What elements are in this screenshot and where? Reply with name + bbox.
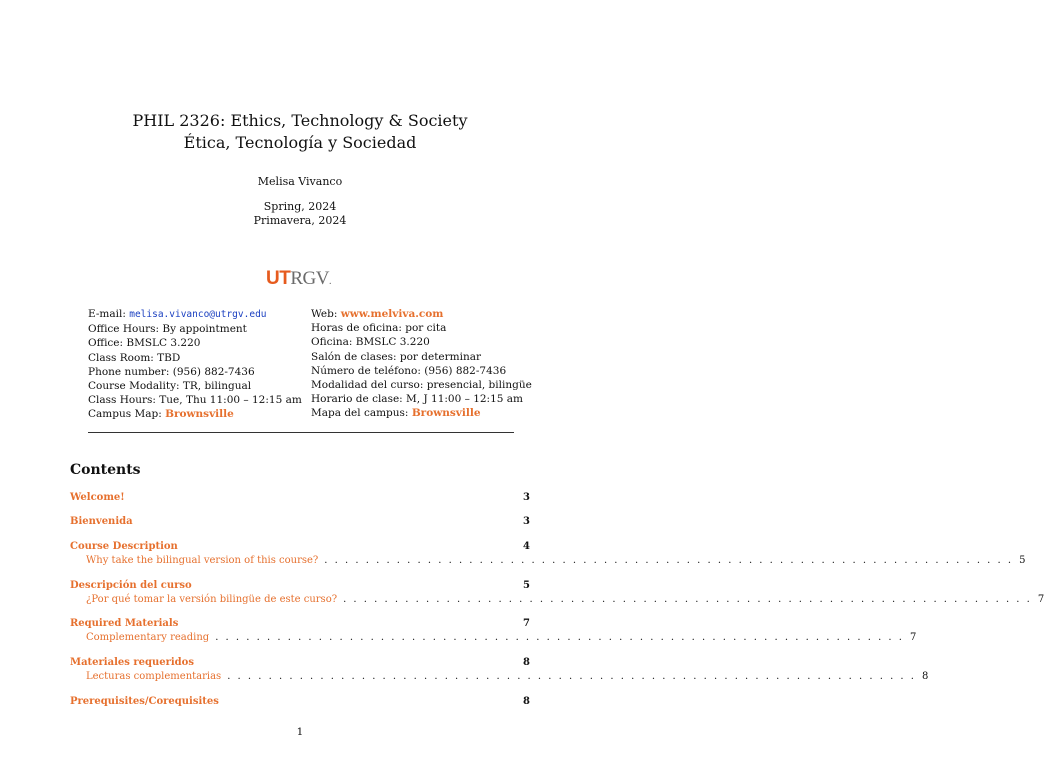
web-link[interactable]: www.melviva.com — [340, 308, 444, 320]
toc-section[interactable]: Welcome! 3 — [70, 492, 530, 503]
office-hours-es: Horas de oficina: por cita — [311, 322, 447, 335]
office-es: Oficina: BMSLC 3.220 — [311, 336, 430, 349]
office-hours-en: Office Hours: By appointment — [88, 323, 247, 336]
utrgv-logo: UTRGV. — [266, 268, 331, 289]
office-en: Office: BMSLC 3.220 — [88, 337, 201, 350]
campus-map-link-es[interactable]: Brownsville — [411, 407, 481, 420]
author-name: Melisa Vivanco — [257, 175, 343, 188]
email-link[interactable]: melisa.vivanco@utrgv.edu — [129, 309, 267, 320]
info-column-en — [88, 307, 302, 422]
term-es: Primavera, 2024 — [253, 214, 347, 227]
toc-subsection[interactable]: Complementary reading . . . . . . . . . . . . . . . . . . . . . . . . . . . . . . . . . . . . . . . . . . . . . . . . . . . . . . . . . . . . . . . . . . . 7 — [86, 632, 917, 643]
class-hours-en: Class Hours: Tue, Thu 11:00 – 12:15 am — [88, 394, 302, 407]
phone-en: Phone number: (956) 882-7436 — [88, 365, 255, 378]
web-line: Web: www.melviva.com — [311, 308, 444, 320]
toc-section[interactable]: Materiales requeridos 8 — [70, 657, 530, 668]
toc-subsection[interactable]: ¿Por qué tomar la versión bilingüe de este curso? . . . . . . . . . . . . . . . . . . . . . . . . . . . . . . . . . . . . . . . . . . . . . . . . . . . . . . . . . . . . . . . . . . . 7 — [86, 594, 1044, 605]
toc-section[interactable]: Descripción del curso 5 — [70, 580, 530, 591]
campus-map-en: Campus Map: Brownsville — [88, 408, 234, 421]
term-en: Spring, 2024 — [263, 200, 337, 213]
toc-section[interactable]: Prerequisites/Corequisites 8 — [70, 696, 530, 707]
info-column-es — [311, 307, 532, 421]
modality-en: Course Modality: TR, bilingual — [88, 380, 252, 393]
page-number: 1 — [296, 726, 304, 738]
campus-map-es: Mapa del campus: Brownsville — [311, 407, 481, 420]
toc-section[interactable]: Bienvenida 3 — [70, 516, 530, 527]
toc-subsection[interactable]: Why take the bilingual version of this course? . . . . . . . . . . . . . . . . . . . . . . . . . . . . . . . . . . . . . . . . . . . . . . . . . . . . . . . . . . . . . . . . . . . 5 — [86, 555, 1026, 566]
phone-es: Número de teléfono: (956) 882-7436 — [311, 364, 507, 377]
class-hours-es: Horario de clase: M, J 11:00 – 12:15 am — [311, 393, 524, 406]
contents-heading: Contents — [70, 462, 141, 478]
course-title-es: Ética, Tecnología y Sociedad — [183, 133, 417, 152]
course-title-en: PHIL 2326: Ethics, Technology & Society — [132, 111, 468, 130]
modality-es: Modalidad del curso: presencial, bilingüe — [311, 379, 532, 392]
email-line: E-mail: melisa.vivanco@utrgv.edu — [88, 308, 267, 320]
campus-map-link-en[interactable]: Brownsville — [165, 408, 234, 421]
toc-section[interactable]: Required Materials 7 — [70, 618, 530, 629]
toc-section[interactable]: Course Description 4 — [70, 541, 530, 552]
divider — [88, 432, 514, 433]
class-room-en: Class Room: TBD — [88, 351, 181, 364]
class-room-es: Salón de clases: por determinar — [311, 350, 482, 363]
toc-subsection[interactable]: Lecturas complementarias . . . . . . . . . . . . . . . . . . . . . . . . . . . . . . . . . . . . . . . . . . . . . . . . . . . . . . . . . . . . . . . . . . . 8 — [86, 671, 929, 682]
